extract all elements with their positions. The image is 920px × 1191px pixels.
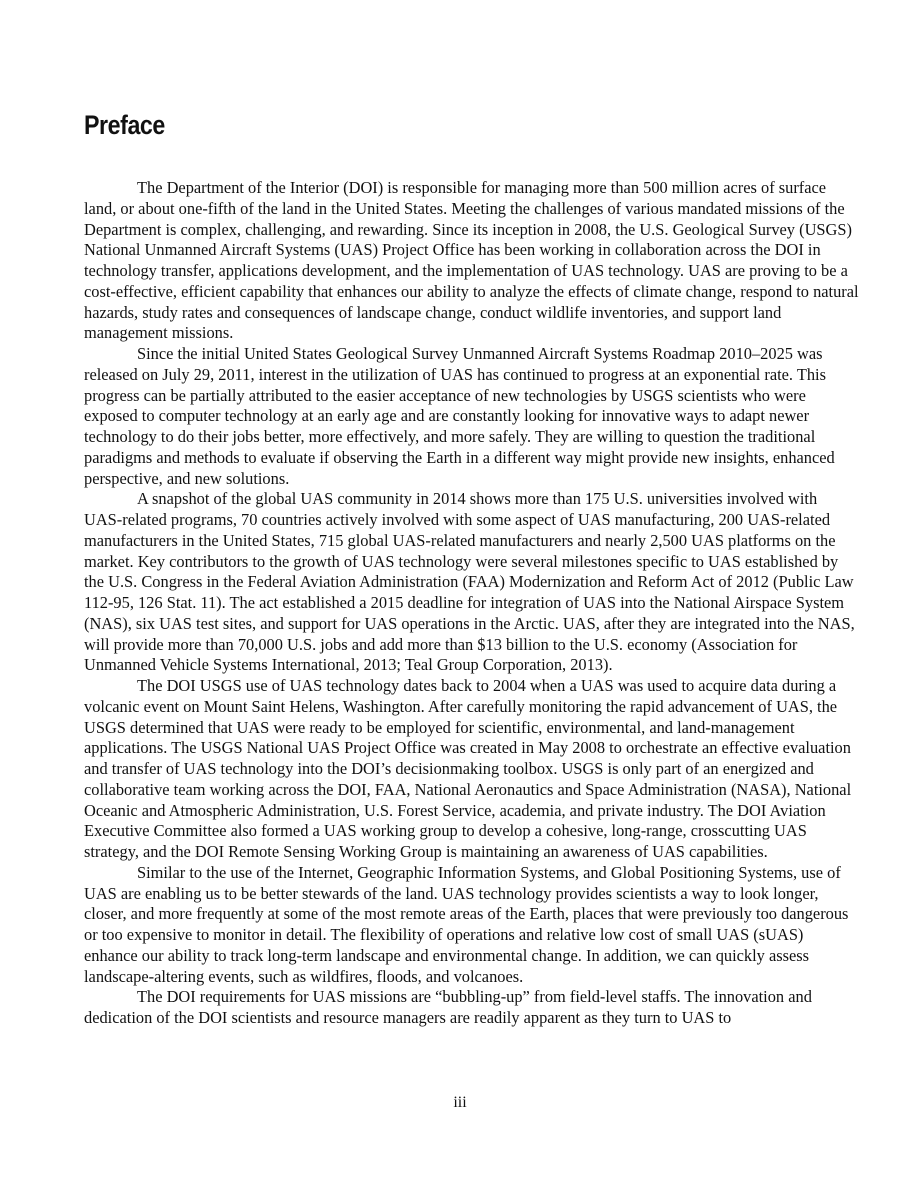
paragraph: The DOI USGS use of UAS technology dates back to 2004 when a UAS was used to acquire data during a volcanic event on Mount Saint Helens, Washington. After carefully monitoring the rapid advancement of UAS, the USGS determined that UAS were ready to be employed for scientific, environmental, and land-management applications. The USGS National UAS Project Office was created in May 2008 to orchestrate an effective evaluation and transfer of UAS technology into the DOI’s decisionmaking toolbox. USGS is only part of an energized and collaborative team working across the DOI, FAA, National Aeronautics and Space Administration (NASA), National Oceanic and Atmospheric Administration, U.S. Forest Service, academia, and private industry. The DOI Aviation Executive Committee also formed a UAS working group to develop a cohesive, long-range, crosscutting UAS strategy, and the DOI Remote Sensing Working Group is maintaining an awareness of UAS capabilities. [84,676,852,861]
page-title: Preface [84,110,165,140]
body-text [84,178,859,1029]
paragraph: The DOI requirements for UAS missions are “bubbling-up” from field-level staffs. The innovation and dedication of the DOI scientists and resource managers are readily apparent as they turn to UAS to [84,987,812,1027]
paragraph: A snapshot of the global UAS community in 2014 shows more than 175 U.S. universities involved with UAS-related programs, 70 countries actively involved with some aspect of UAS manufacturing, 200 UAS-related manufacturers in the United States, 715 global UAS-related manufacturers and nearly 2,500 UAS platforms on the market. Key contributors to the growth of UAS technology were several milestones specific to UAS established by the U.S. Congress in the Federal Aviation Administration (FAA) Modernization and Reform Act of 2012 (Public Law 112-95, 126 Stat. 11). The act established a 2015 deadline for integration of UAS into the National Airspace System (NAS), six UAS test sites, and support for UAS operations in the Arctic. UAS, after they are integrated into the NAS, will provide more than 70,000 U.S. jobs and add more than $13 billion to the U.S. economy (Association for Unmanned Vehicle Systems International, 2013; Teal Group Corporation, 2013). [84,489,855,675]
paragraph: The Department of the Interior (DOI) is responsible for managing more than 500 million acres of surface land, or about one-fifth of the land in the United States. Meeting the challenges of various mandated missions of the Department is complex, challenging, and rewarding. Since its inception in 2008, the U.S. Geological Survey (USGS) National Unmanned Aircraft Systems (UAS) Project Office has been working in collaboration across the DOI in technology transfer, applications development, and the implementation of UAS technology. UAS are proving to be a cost-effective, efficient capability that enhances our ability to analyze the effects of climate change, respond to natural hazards, study rates and consequences of landscape change, conduct wildlife inventories, and support land management missions. [84,178,859,343]
paragraph: Since the initial United States Geological Survey Unmanned Aircraft Systems Roadmap 2010–2025 was released on July 29, 2011, interest in the utilization of UAS has continued to progress at an exponential rate. This progress can be partially attributed to the easier acceptance of new technologies by USGS scientists who were exposed to computer technology at an early age and are constantly looking for innovative ways to adapt newer technology to do their jobs better, more effectively, and more safely. They are willing to question the traditional paradigms and methods to evaluate if observing the Earth in a different way might provide new insights, enhanced perspective, and new solutions. [84,344,835,488]
page-number: iii [453,1094,467,1111]
paragraph: Similar to the use of the Internet, Geographic Information Systems, and Global Positioning Systems, use of UAS are enabling us to be better stewards of the land. UAS technology provides scientists a way to look longer, closer, and more frequently at some of the most remote areas of the Earth, places that were previously too dangerous or too expensive to monitor in detail. The flexibility of operations and relative low cost of small UAS (sUAS) enhance our ability to track long-term landscape and environmental change. In addition, we can quickly assess landscape-altering events, such as wildfires, floods, and volcanoes. [84,862,849,986]
